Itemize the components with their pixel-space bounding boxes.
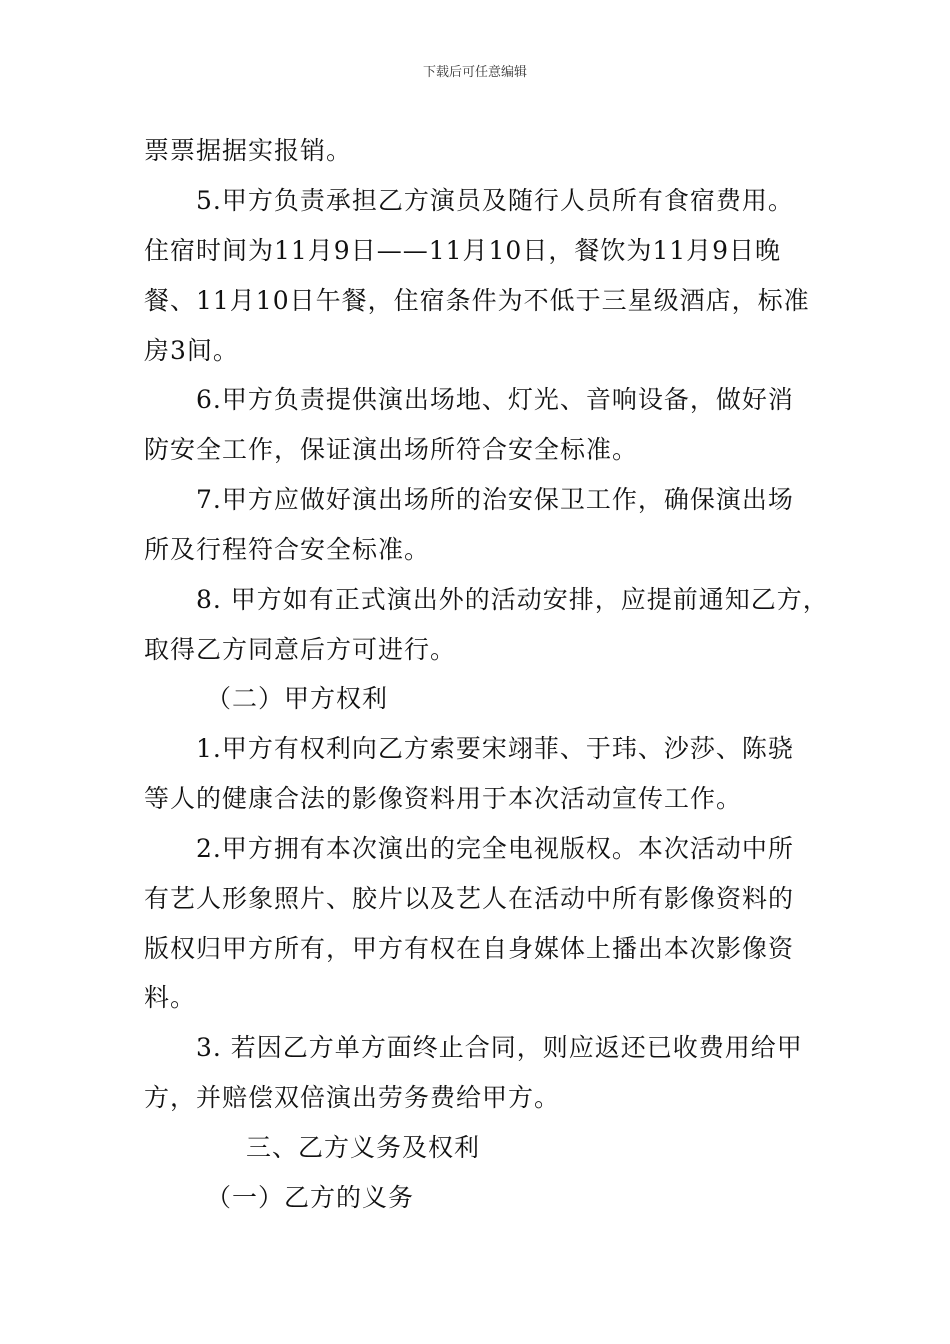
- text-line-11: 取得乙方同意后方可进行。: [144, 635, 457, 664]
- text-line-18: 料。: [144, 983, 197, 1012]
- subheading-party-b-obligations: （一）乙方的义务: [206, 1183, 415, 1212]
- page-header-note: 下载后可任意编辑: [422, 65, 527, 80]
- text-line-5: 房3间。: [144, 336, 239, 365]
- section-heading-party-b: 三、乙方义务及权利: [246, 1133, 481, 1162]
- subheading-party-a-rights: （二）甲方权利: [206, 684, 389, 713]
- text-line-7: 防安全工作，保证演出场所符合安全标准。: [144, 435, 639, 464]
- text-line-2: 5.甲方负责承担乙方演员及随行人员所有食宿费用。: [196, 186, 794, 215]
- text-line-9: 所及行程符合安全标准。: [144, 535, 431, 564]
- text-line-3: 住宿时间为11月9日——11月10日，餐饮为11月9日晚: [144, 236, 782, 265]
- text-line-6: 6.甲方负责提供演出场地、灯光、音响设备，做好消: [196, 385, 794, 414]
- text-line-4: 餐、11月10日午餐，住宿条件为不低于三星级酒店，标准: [144, 286, 810, 315]
- text-line-20: 方，并赔偿双倍演出劳务费给甲方。: [144, 1083, 561, 1112]
- text-line-14: 等人的健康合法的影像资料用于本次活动宣传工作。: [144, 784, 743, 813]
- text-line-8: 7.甲方应做好演出场所的治安保卫工作，确保演出场: [196, 485, 794, 514]
- text-line-10: 8. 甲方如有正式演出外的活动安排，应提前通知乙方，: [196, 585, 829, 614]
- text-line-13: 1.甲方有权利向乙方索要宋翊菲、于玮、沙莎、陈骁: [196, 734, 794, 763]
- text-line-16: 有艺人形象照片、胶片以及艺人在活动中所有影像资料的: [144, 884, 795, 913]
- text-line-15: 2.甲方拥有本次演出的完全电视版权。本次活动中所: [196, 834, 794, 863]
- text-line-17: 版权归甲方所有，甲方有权在自身媒体上播出本次影像资: [144, 934, 795, 963]
- text-line-19: 3. 若因乙方单方面终止合同，则应返还已收费用给甲: [196, 1033, 803, 1062]
- text-line-1: 票票据据实报销。: [144, 136, 353, 165]
